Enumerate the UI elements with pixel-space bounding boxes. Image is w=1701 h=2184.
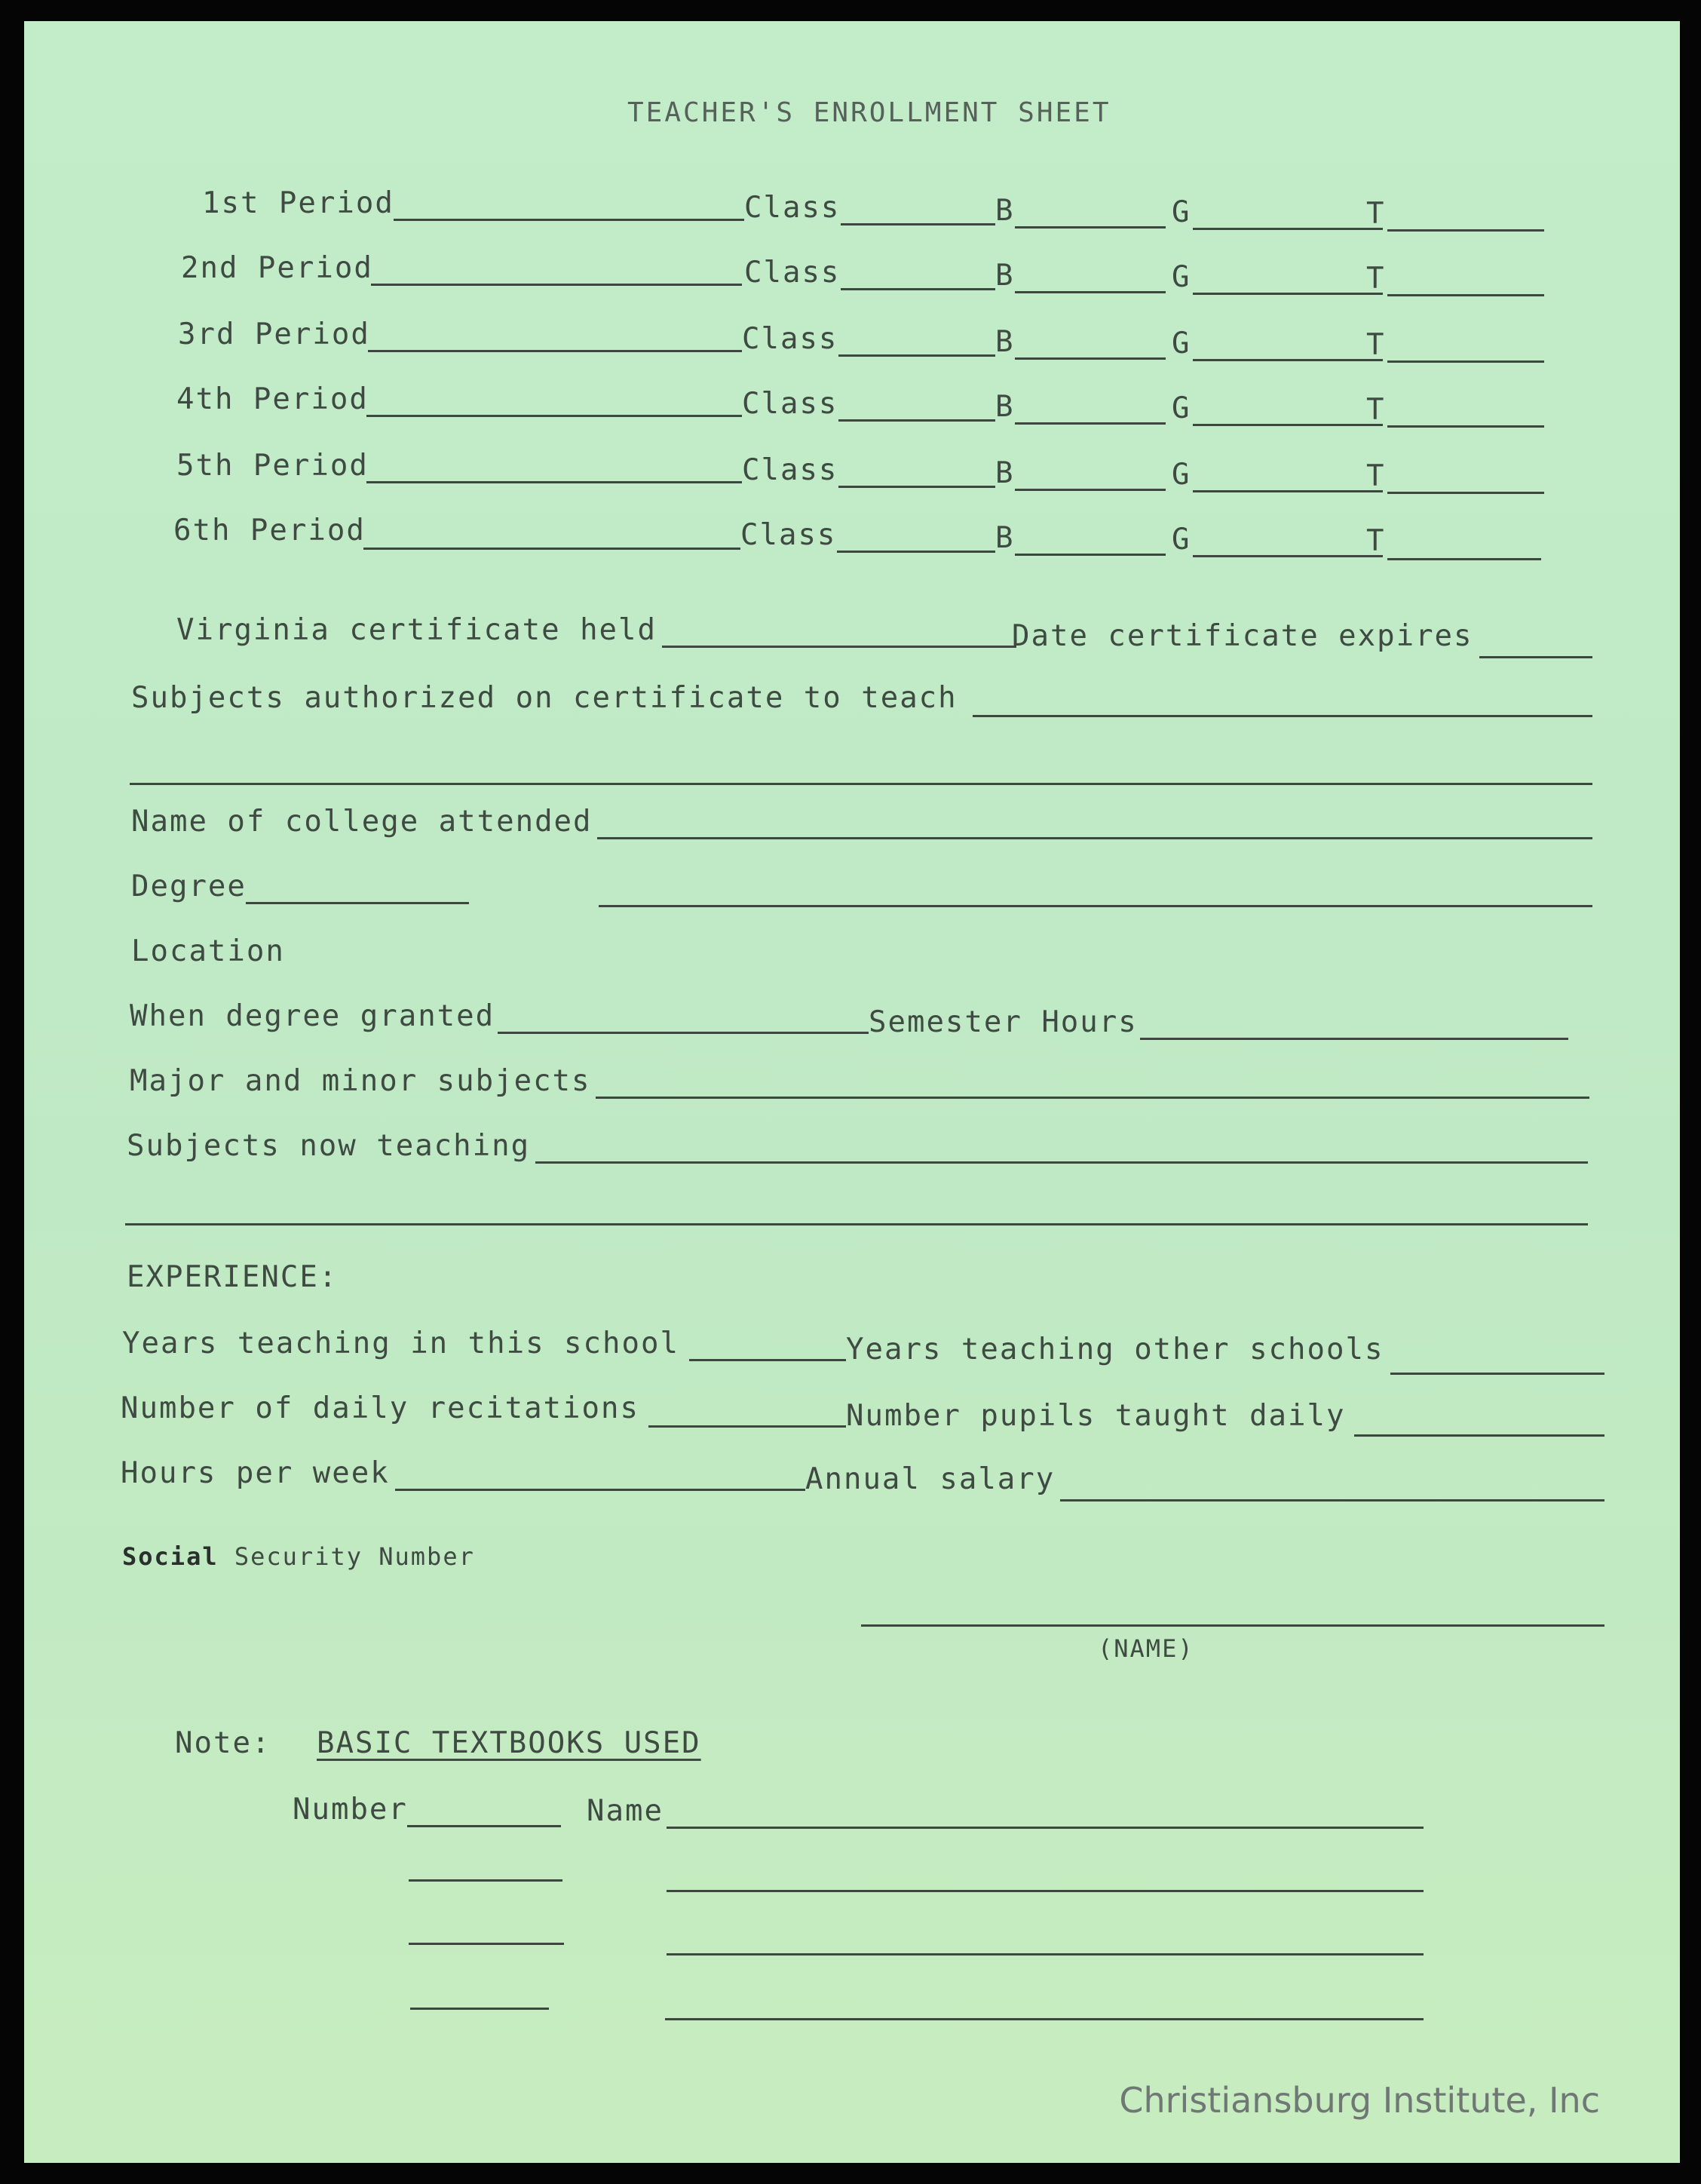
total-field[interactable] xyxy=(1387,425,1544,428)
years-other-schools-label: Years teaching other schools xyxy=(846,1333,1384,1367)
total-label: T xyxy=(1366,197,1386,231)
subjects-authorized-label: Subjects authorized on certificate to teach xyxy=(131,681,958,715)
period-label: 4th Period xyxy=(176,382,369,416)
social-security-rest: Security Number xyxy=(234,1542,475,1571)
period-field[interactable] xyxy=(363,548,740,550)
textbook-number-label: Number xyxy=(293,1793,408,1827)
years-other-schools-field[interactable] xyxy=(1390,1373,1604,1375)
boys-field[interactable] xyxy=(1015,357,1166,360)
textbook-name-field[interactable] xyxy=(667,1890,1424,1892)
boys-field[interactable] xyxy=(1015,226,1166,229)
girls-label: G xyxy=(1172,260,1191,294)
textbook-number-field[interactable] xyxy=(410,2008,549,2010)
major-minor-field[interactable] xyxy=(596,1097,1589,1099)
annual-salary-label: Annual salary xyxy=(805,1462,1056,1496)
class-field[interactable] xyxy=(837,551,995,553)
total-label: T xyxy=(1366,459,1386,493)
girls-label: G xyxy=(1172,523,1191,557)
total-field[interactable] xyxy=(1387,360,1544,363)
class-label: Class xyxy=(742,453,838,487)
total-label: T xyxy=(1366,262,1386,296)
degree-granted-field[interactable] xyxy=(498,1032,869,1034)
textbook-number-field[interactable] xyxy=(407,1825,561,1827)
subjects-authorized-field[interactable] xyxy=(973,715,1592,717)
total-label: T xyxy=(1366,393,1386,427)
sheet-title: TEACHER'S ENROLLMENT SHEET xyxy=(627,97,1111,128)
certificate-expires-label: Date certificate expires xyxy=(1012,619,1473,653)
girls-label: G xyxy=(1172,391,1191,425)
class-label: Class xyxy=(742,387,838,421)
textbook-name-field[interactable] xyxy=(667,1953,1424,1955)
years-this-school-label: Years teaching in this school xyxy=(122,1327,679,1360)
total-field[interactable] xyxy=(1387,558,1541,560)
college-name-field[interactable] xyxy=(597,837,1592,839)
girls-field[interactable] xyxy=(1193,424,1383,426)
textbooks-heading: BASIC TEXTBOOKS USED xyxy=(317,1726,701,1760)
social-security-label xyxy=(122,1544,475,1569)
social-security-prefix: Social xyxy=(122,1542,219,1571)
location-field[interactable] xyxy=(599,905,1592,907)
boys-label: B xyxy=(995,390,1015,424)
class-field[interactable] xyxy=(838,486,995,488)
class-field[interactable] xyxy=(841,223,995,225)
girls-field[interactable] xyxy=(1193,228,1383,230)
girls-label: G xyxy=(1172,458,1191,492)
watermark: Christiansburg Institute, Inc xyxy=(1119,2080,1600,2121)
enrollment-sheet xyxy=(24,21,1680,2163)
textbook-number-field[interactable] xyxy=(409,1943,564,1945)
period-field[interactable] xyxy=(371,284,742,286)
period-label: 1st Period xyxy=(202,186,394,220)
class-label: Class xyxy=(740,518,837,552)
textbook-name-field[interactable] xyxy=(667,1827,1424,1829)
textbook-name-label: Name xyxy=(587,1794,664,1828)
daily-recitations-field[interactable] xyxy=(648,1425,846,1428)
textbook-name-field[interactable] xyxy=(665,2018,1424,2020)
certificate-expires-field[interactable] xyxy=(1479,656,1592,658)
daily-recitations-label: Number of daily recitations xyxy=(121,1391,639,1425)
boys-field[interactable] xyxy=(1015,291,1166,293)
total-label: T xyxy=(1366,328,1386,362)
period-field[interactable] xyxy=(366,481,742,483)
boys-label: B xyxy=(995,325,1015,359)
boys-field[interactable] xyxy=(1015,554,1166,556)
boys-label: B xyxy=(995,194,1015,228)
girls-field[interactable] xyxy=(1193,293,1383,295)
boys-label: B xyxy=(995,521,1015,555)
subjects-teaching-field-line2[interactable] xyxy=(125,1223,1588,1225)
period-label: 6th Period xyxy=(173,514,366,548)
note-label: Note: xyxy=(175,1726,271,1760)
pupils-daily-field[interactable] xyxy=(1354,1434,1604,1437)
period-label: 2nd Period xyxy=(181,251,373,285)
class-label: Class xyxy=(744,191,841,225)
period-label: 3rd Period xyxy=(178,317,370,351)
girls-field[interactable] xyxy=(1193,359,1383,361)
college-name-label: Name of college attended xyxy=(131,805,593,839)
signature-field[interactable] xyxy=(861,1624,1604,1627)
period-field[interactable] xyxy=(368,350,742,352)
boys-field[interactable] xyxy=(1015,489,1166,491)
annual-salary-field[interactable] xyxy=(1060,1499,1604,1502)
textbook-number-field[interactable] xyxy=(409,1879,562,1882)
period-label: 5th Period xyxy=(176,449,369,483)
experience-heading: EXPERIENCE: xyxy=(127,1260,339,1294)
period-field[interactable] xyxy=(366,415,742,417)
signature-caption: (NAME) xyxy=(1098,1634,1194,1663)
degree-granted-label: When degree granted xyxy=(130,999,495,1033)
subjects-teaching-field[interactable] xyxy=(535,1161,1588,1164)
certificate-held-label: Virginia certificate held xyxy=(176,613,657,647)
pupils-daily-label: Number pupils taught daily xyxy=(846,1399,1346,1433)
class-label: Class xyxy=(742,322,838,356)
semester-hours-label: Semester Hours xyxy=(869,1005,1138,1039)
subjects-authorized-field-line2[interactable] xyxy=(130,783,1592,785)
years-this-school-field[interactable] xyxy=(689,1359,846,1361)
location-label: Location xyxy=(131,934,285,968)
total-label: T xyxy=(1366,524,1386,558)
girls-field[interactable] xyxy=(1193,555,1383,557)
certificate-held-field[interactable] xyxy=(662,646,1016,648)
class-field[interactable] xyxy=(838,354,995,357)
total-field[interactable] xyxy=(1387,229,1544,232)
boys-label: B xyxy=(995,456,1015,490)
girls-label: G xyxy=(1172,195,1191,229)
class-label: Class xyxy=(744,256,841,290)
boys-label: B xyxy=(995,259,1015,293)
total-field[interactable] xyxy=(1387,294,1544,296)
hours-per-week-label: Hours per week xyxy=(121,1456,390,1490)
degree-field[interactable] xyxy=(246,902,469,904)
girls-field[interactable] xyxy=(1193,490,1383,492)
subjects-teaching-label: Subjects now teaching xyxy=(127,1129,531,1163)
degree-label: Degree xyxy=(131,870,247,903)
girls-label: G xyxy=(1172,327,1191,360)
total-field[interactable] xyxy=(1387,492,1544,494)
boys-field[interactable] xyxy=(1015,422,1166,425)
class-field[interactable] xyxy=(841,288,995,290)
major-minor-label: Major and minor subjects xyxy=(130,1064,591,1098)
period-field[interactable] xyxy=(394,219,744,221)
class-field[interactable] xyxy=(838,419,995,422)
semester-hours-field[interactable] xyxy=(1140,1038,1568,1040)
hours-per-week-field[interactable] xyxy=(395,1489,805,1491)
